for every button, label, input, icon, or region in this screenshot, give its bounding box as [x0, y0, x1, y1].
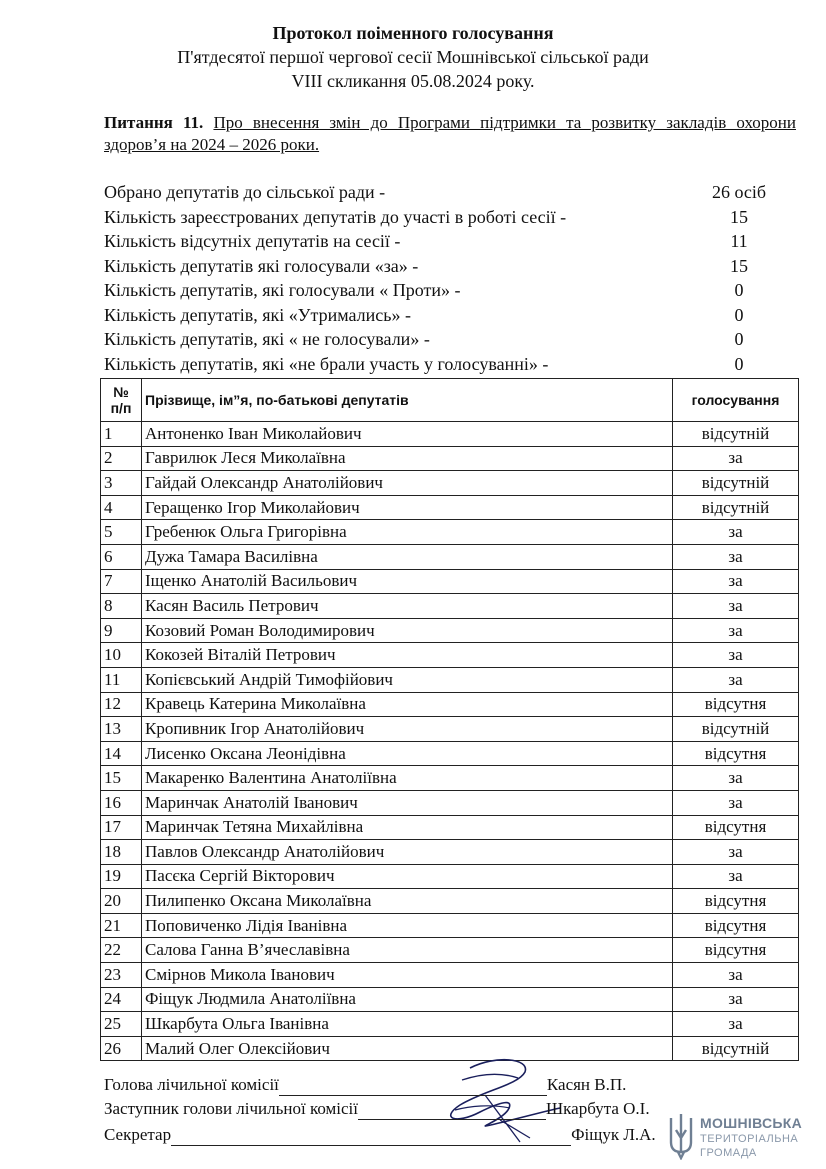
- deputy-name: Гребенюк Ольга Григорівна: [142, 520, 673, 545]
- deputy-name: Малий Олег Олексійович: [142, 1036, 673, 1061]
- question-text: Про внесення змін до Програми підтримки та розвитку закладів охорони здоров’я на 2024 – 2026 роки.: [104, 113, 797, 154]
- roll-call-table: [100, 378, 799, 1061]
- vote-result: за: [673, 1012, 799, 1037]
- vote-result: за: [673, 544, 799, 569]
- row-number: 10: [101, 643, 142, 668]
- vote-statistics: [104, 180, 796, 376]
- table-row: [101, 840, 799, 865]
- row-number: 21: [101, 913, 142, 938]
- logo-text-line3: ГРОМАДА: [700, 1147, 757, 1159]
- signature-role: Голова лічильної комісії: [104, 1075, 279, 1094]
- row-number: 17: [101, 815, 142, 840]
- stat-value: 15: [730, 206, 748, 227]
- stat-row: [104, 180, 796, 205]
- stat-row: [104, 303, 796, 328]
- deputy-name: Касян Василь Петрович: [142, 594, 673, 619]
- deputy-name: Геращенко Ігор Миколайович: [142, 495, 673, 520]
- deputy-name: Маринчак Тетяна Михайлівна: [142, 815, 673, 840]
- row-number: 6: [101, 544, 142, 569]
- row-number: 4: [101, 495, 142, 520]
- stat-value: 0: [734, 353, 744, 374]
- table-row: [101, 741, 799, 766]
- deputy-name: Салова Ганна В’ячеславівна: [142, 938, 673, 963]
- row-number: 26: [101, 1036, 142, 1061]
- table-row: [101, 963, 799, 988]
- deputy-name: Маринчак Анатолій Іванович: [142, 790, 673, 815]
- table-header-row: [101, 379, 799, 422]
- stat-row: [104, 205, 796, 230]
- header-number-line1: №: [113, 384, 129, 400]
- vote-result: відсутня: [673, 938, 799, 963]
- deputy-name: Гаврилюк Леся Миколаївна: [142, 446, 673, 471]
- table-row: [101, 938, 799, 963]
- signature-underline: [279, 1079, 547, 1096]
- vote-result: відсутня: [673, 913, 799, 938]
- stat-value: 0: [734, 280, 744, 300]
- table-row: [101, 643, 799, 668]
- row-number: 14: [101, 741, 142, 766]
- vote-result: за: [673, 963, 799, 988]
- signature-name: Фіщук Л.А.: [571, 1125, 656, 1144]
- header-number-line2: п/п: [110, 400, 132, 416]
- table-row: [101, 446, 799, 471]
- table-row: [101, 815, 799, 840]
- vote-result: за: [673, 667, 799, 692]
- row-number: 25: [101, 1012, 142, 1037]
- row-number: 20: [101, 889, 142, 914]
- table-row: [101, 692, 799, 717]
- table-row: [101, 520, 799, 545]
- vote-result: за: [673, 446, 799, 471]
- table-row: [101, 569, 799, 594]
- document-subtitle-session: П'ятдесятої першої чергової сесії Мошнівської сільської ради: [177, 47, 649, 67]
- vote-result: за: [673, 840, 799, 865]
- row-number: 16: [101, 790, 142, 815]
- vote-result: за: [673, 766, 799, 791]
- vote-result: відсутня: [673, 692, 799, 717]
- row-number: 7: [101, 569, 142, 594]
- table-row: [101, 594, 799, 619]
- stat-label: Кількість депутатів, які «Утримались» -: [104, 304, 411, 325]
- header-name: Прізвище, ім”я, по-батькові депутатів: [142, 379, 673, 422]
- signature-name: Касян В.П.: [546, 1075, 627, 1094]
- vote-result: за: [673, 569, 799, 594]
- stat-row: [104, 352, 796, 377]
- row-number: 5: [101, 520, 142, 545]
- table-row: [101, 864, 799, 889]
- signature-line-secretary: [104, 1124, 656, 1146]
- table-row: [101, 471, 799, 496]
- deputy-name: Пасєка Сергій Вікторович: [142, 864, 673, 889]
- table-row: [101, 495, 799, 520]
- row-number: 15: [101, 766, 142, 791]
- table-row: [101, 766, 799, 791]
- vote-result: відсутній: [673, 1036, 799, 1061]
- stat-label: Кількість депутатів які голосували «за» -: [104, 255, 419, 276]
- vote-result: за: [673, 643, 799, 668]
- table-row: [101, 544, 799, 569]
- table-row: [101, 790, 799, 815]
- table-row: [101, 717, 799, 742]
- vote-result: відсутній: [673, 422, 799, 447]
- stat-row: [104, 327, 796, 352]
- vote-result: за: [673, 987, 799, 1012]
- deputy-name: Гайдай Олександр Анатолійович: [142, 471, 673, 496]
- vote-result: за: [673, 594, 799, 619]
- stat-label: Кількість відсутніх депутатів на сесії -: [104, 231, 401, 251]
- deputy-name: Павлов Олександр Анатолійович: [142, 840, 673, 865]
- stat-value: 0: [734, 304, 744, 325]
- deputy-name: Дужа Тамара Василівна: [142, 544, 673, 569]
- stat-row: [104, 229, 796, 254]
- stat-value: 15: [730, 255, 748, 276]
- stat-label: Кількість депутатів, які голосували « Проти» -: [104, 280, 461, 300]
- deputy-name: Кропивник Ігор Анатолійович: [142, 717, 673, 742]
- deputy-name: Козовий Роман Володимирович: [142, 618, 673, 643]
- deputy-name: Лисенко Оксана Леонідівна: [142, 741, 673, 766]
- deputy-name: Кокозей Віталій Петрович: [142, 643, 673, 668]
- row-number: 13: [101, 717, 142, 742]
- deputy-name: Антоненко Іван Миколайович: [142, 422, 673, 447]
- stat-row: [104, 254, 796, 279]
- vote-result: за: [673, 864, 799, 889]
- stat-value: 0: [734, 329, 744, 349]
- vote-result: за: [673, 790, 799, 815]
- stat-label: Кількість депутатів, які «не брали участь у голосуванні» -: [104, 353, 549, 374]
- row-number: 23: [101, 963, 142, 988]
- stat-value: 11: [730, 231, 748, 251]
- row-number: 11: [101, 667, 142, 692]
- signature-underline: [358, 1103, 546, 1120]
- deputy-name: Копієвський Андрій Тимофійович: [142, 667, 673, 692]
- table-row: [101, 913, 799, 938]
- row-number: 12: [101, 692, 142, 717]
- table-row: [101, 1012, 799, 1037]
- deputy-name: Поповиченко Лідія Іванівна: [142, 913, 673, 938]
- signature-underline: [171, 1129, 571, 1146]
- community-logo: [666, 1112, 826, 1164]
- row-number: 18: [101, 840, 142, 865]
- question-block: [104, 112, 796, 156]
- row-number: 8: [101, 594, 142, 619]
- trident-icon: [666, 1112, 696, 1160]
- row-number: 22: [101, 938, 142, 963]
- question-label: Питання 11.: [104, 113, 204, 132]
- vote-result: відсутня: [673, 889, 799, 914]
- vote-result: відсутній: [673, 471, 799, 496]
- deputy-name: Кравець Катерина Миколаївна: [142, 692, 673, 717]
- deputy-name: Смірнов Микола Іванович: [142, 963, 673, 988]
- document-title: Протокол поіменного голосування: [272, 23, 554, 43]
- row-number: 1: [101, 422, 142, 447]
- logo-text-line1: МОШНІВСЬКА: [700, 1115, 803, 1131]
- row-number: 9: [101, 618, 142, 643]
- row-number: 24: [101, 987, 142, 1012]
- table-row: [101, 987, 799, 1012]
- logo-text-line2: ТЕРИТОРІАЛЬНА: [700, 1133, 799, 1145]
- deputy-name: Пилипенко Оксана Миколаївна: [142, 889, 673, 914]
- table-row: [101, 422, 799, 447]
- stat-label: Кількість зареєстрованих депутатів до участі в роботі сесії -: [104, 206, 567, 227]
- vote-result: за: [673, 520, 799, 545]
- vote-result: відсутня: [673, 741, 799, 766]
- document-subtitle-date: VIII скликання 05.08.2024 року.: [291, 71, 535, 91]
- stat-label: Обрано депутатів до сільської ради -: [104, 182, 386, 202]
- row-number: 2: [101, 446, 142, 471]
- header-vote: голосування: [673, 379, 799, 422]
- vote-result: за: [673, 618, 799, 643]
- header-number: [101, 379, 142, 422]
- deputy-name: Фіщук Людмила Анатоліївна: [142, 987, 673, 1012]
- vote-result: відсутня: [673, 815, 799, 840]
- vote-result: відсутній: [673, 495, 799, 520]
- row-number: 19: [101, 864, 142, 889]
- stat-label: Кількість депутатів, які « не голосували» -: [104, 329, 430, 349]
- table-row: [101, 618, 799, 643]
- stat-row: [104, 278, 796, 303]
- signature-role: Секретар: [104, 1125, 172, 1144]
- signature-name: Шкарбута О.І.: [546, 1099, 650, 1118]
- signature-line-deputy-chair: [104, 1098, 650, 1120]
- row-number: 3: [101, 471, 142, 496]
- vote-result: відсутній: [673, 717, 799, 742]
- signature-line-chair: [104, 1074, 626, 1096]
- signature-role: Заступник голови лічильної комісії: [104, 1099, 359, 1118]
- table-row: [101, 667, 799, 692]
- deputy-name: Іщенко Анатолій Васильович: [142, 569, 673, 594]
- deputy-name: Макаренко Валентина Анатоліївна: [142, 766, 673, 791]
- stat-value: 26 осіб: [711, 182, 767, 202]
- deputy-name: Шкарбута Ольга Іванівна: [142, 1012, 673, 1037]
- table-row: [101, 889, 799, 914]
